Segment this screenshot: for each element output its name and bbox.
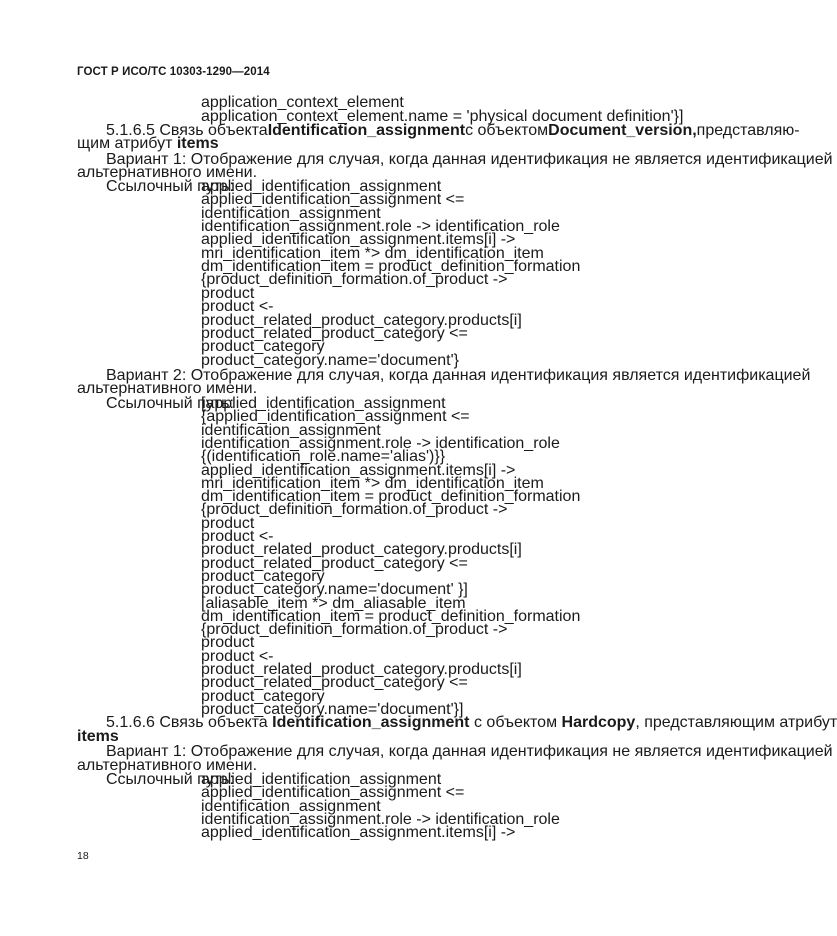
code-line: applied_identification_assignment <= [201, 784, 465, 802]
code-line: product [201, 634, 255, 652]
code-line: product <- [201, 528, 274, 545]
code-line: product_related_product_category.products[i] [201, 541, 522, 559]
code-line: product_category [201, 567, 325, 585]
entity-name: Identification_assignment [267, 122, 466, 139]
entity-name: Document_version, [548, 122, 697, 139]
heading-text: 5.1.6.5 Связь объекта [106, 122, 268, 139]
code-line: application_context_element [201, 94, 404, 111]
heading-text: с объектом [473, 714, 558, 731]
code-line: product_category.name='document' }] [201, 581, 468, 599]
code-line: product <- [201, 298, 274, 316]
reference-path-label: Ссылочный путь: [106, 178, 234, 195]
code-line: application_context_element.name = 'physical document definition'}] [201, 108, 684, 125]
code-line: [applied_identification_assignment [201, 395, 446, 412]
code-line: identification_assignment [201, 797, 381, 815]
code-line: identification_assignment [201, 204, 381, 222]
code-line: dm_identification_item = product_definition_formation [201, 488, 581, 506]
heading-text: 5.1.6.6 Связь объекта [106, 714, 268, 731]
code-line: {applied_identification_assignment <= [201, 408, 470, 426]
code-line: product [201, 514, 255, 532]
code-line: identification_assignment.role -> identification_role [201, 218, 560, 236]
code-line: product_related_product_category.products[i] [201, 661, 522, 678]
code-line: applied_identification_assignment [201, 178, 442, 195]
variant-text: альтернативного имени. [77, 380, 258, 397]
code-line: product_related_product_category <= [201, 554, 468, 572]
variant-text: альтернативного имени. [77, 164, 258, 181]
code-line: {product_definition_formation.of_product -> [201, 271, 508, 289]
page-header: ГОСТ Р ИСО/ТС 10303-1290—2014 [77, 66, 270, 78]
variant-text: альтернативного имени. [77, 757, 258, 774]
heading-text: , представляющим атрибут [635, 714, 837, 731]
heading-text: щим атрибут [77, 135, 173, 152]
code-line: [aliasable_item *> dm_aliasable_item [201, 594, 466, 612]
page-number: 18 [77, 850, 89, 862]
code-line: product_category.name='document'}] [201, 700, 464, 718]
variant-text: Вариант 1: Отображение для случая, когда данная идентификация не является идентификацией [106, 151, 833, 168]
code-line: identification_assignment.role -> identification_role [201, 810, 560, 828]
code-line: product_related_product_category <= [201, 324, 468, 342]
code-line: product_related_product_category.products[i] [201, 311, 522, 329]
code-line: applied_identification_assignment.items[i] -> [201, 824, 516, 842]
code-line: {(identification_role.name='alias')}} [201, 448, 446, 466]
heading-text: представляю- [696, 122, 800, 139]
code-line: product [201, 284, 255, 302]
code-line: applied_identification_assignment [201, 771, 442, 788]
entity-name: Hardcopy [561, 714, 636, 731]
variant-text: Вариант 1: Отображение для случая, когда данная идентификация не является идентификацией [106, 743, 833, 760]
heading-continuation [77, 137, 219, 150]
heading-text: с объектом [465, 122, 549, 139]
heading-continuation [77, 730, 119, 743]
code-line: {product_definition_formation.of_product -> [201, 501, 508, 519]
code-line: {product_definition_formation.of_product -> [201, 621, 508, 639]
attribute-name: items [77, 728, 119, 745]
variant-text-line: Вариант 2: Отображение для случая, когда данная идентификация является идентификацией [106, 367, 811, 384]
code-line: identification_assignment [201, 421, 381, 439]
entity-name: Identification_assignment [272, 714, 470, 731]
code-line: applied_identification_assignment.items[i] -> [201, 231, 516, 249]
code-line: applied_identification_assignment.items[i] -> [201, 461, 516, 479]
code-line: product_category.name='document'} [201, 351, 459, 369]
code-line: applied_identification_assignment <= [201, 191, 465, 209]
attribute-name: items [176, 135, 219, 152]
code-line: product_related_product_category <= [201, 674, 468, 692]
section-heading-5-1-6-6 [106, 716, 837, 729]
reference-path-label: Ссылочный путь: [106, 395, 234, 412]
code-line: product_category [201, 687, 325, 705]
code-line: product_category [201, 338, 325, 356]
code-line: dm_identification_item = product_definition_formation [201, 607, 581, 625]
reference-path-label: Ссылочный путь: [106, 771, 234, 788]
code-line: product <- [201, 647, 274, 665]
code-line: mri_identification_item *> dm_identification_item [201, 474, 544, 492]
code-line: mri_identification_item *> dm_identification_item [201, 244, 544, 262]
code-line: identification_assignment.role -> identification_role [201, 434, 560, 452]
code-line: dm_identification_item = product_definition_formation [201, 258, 581, 276]
